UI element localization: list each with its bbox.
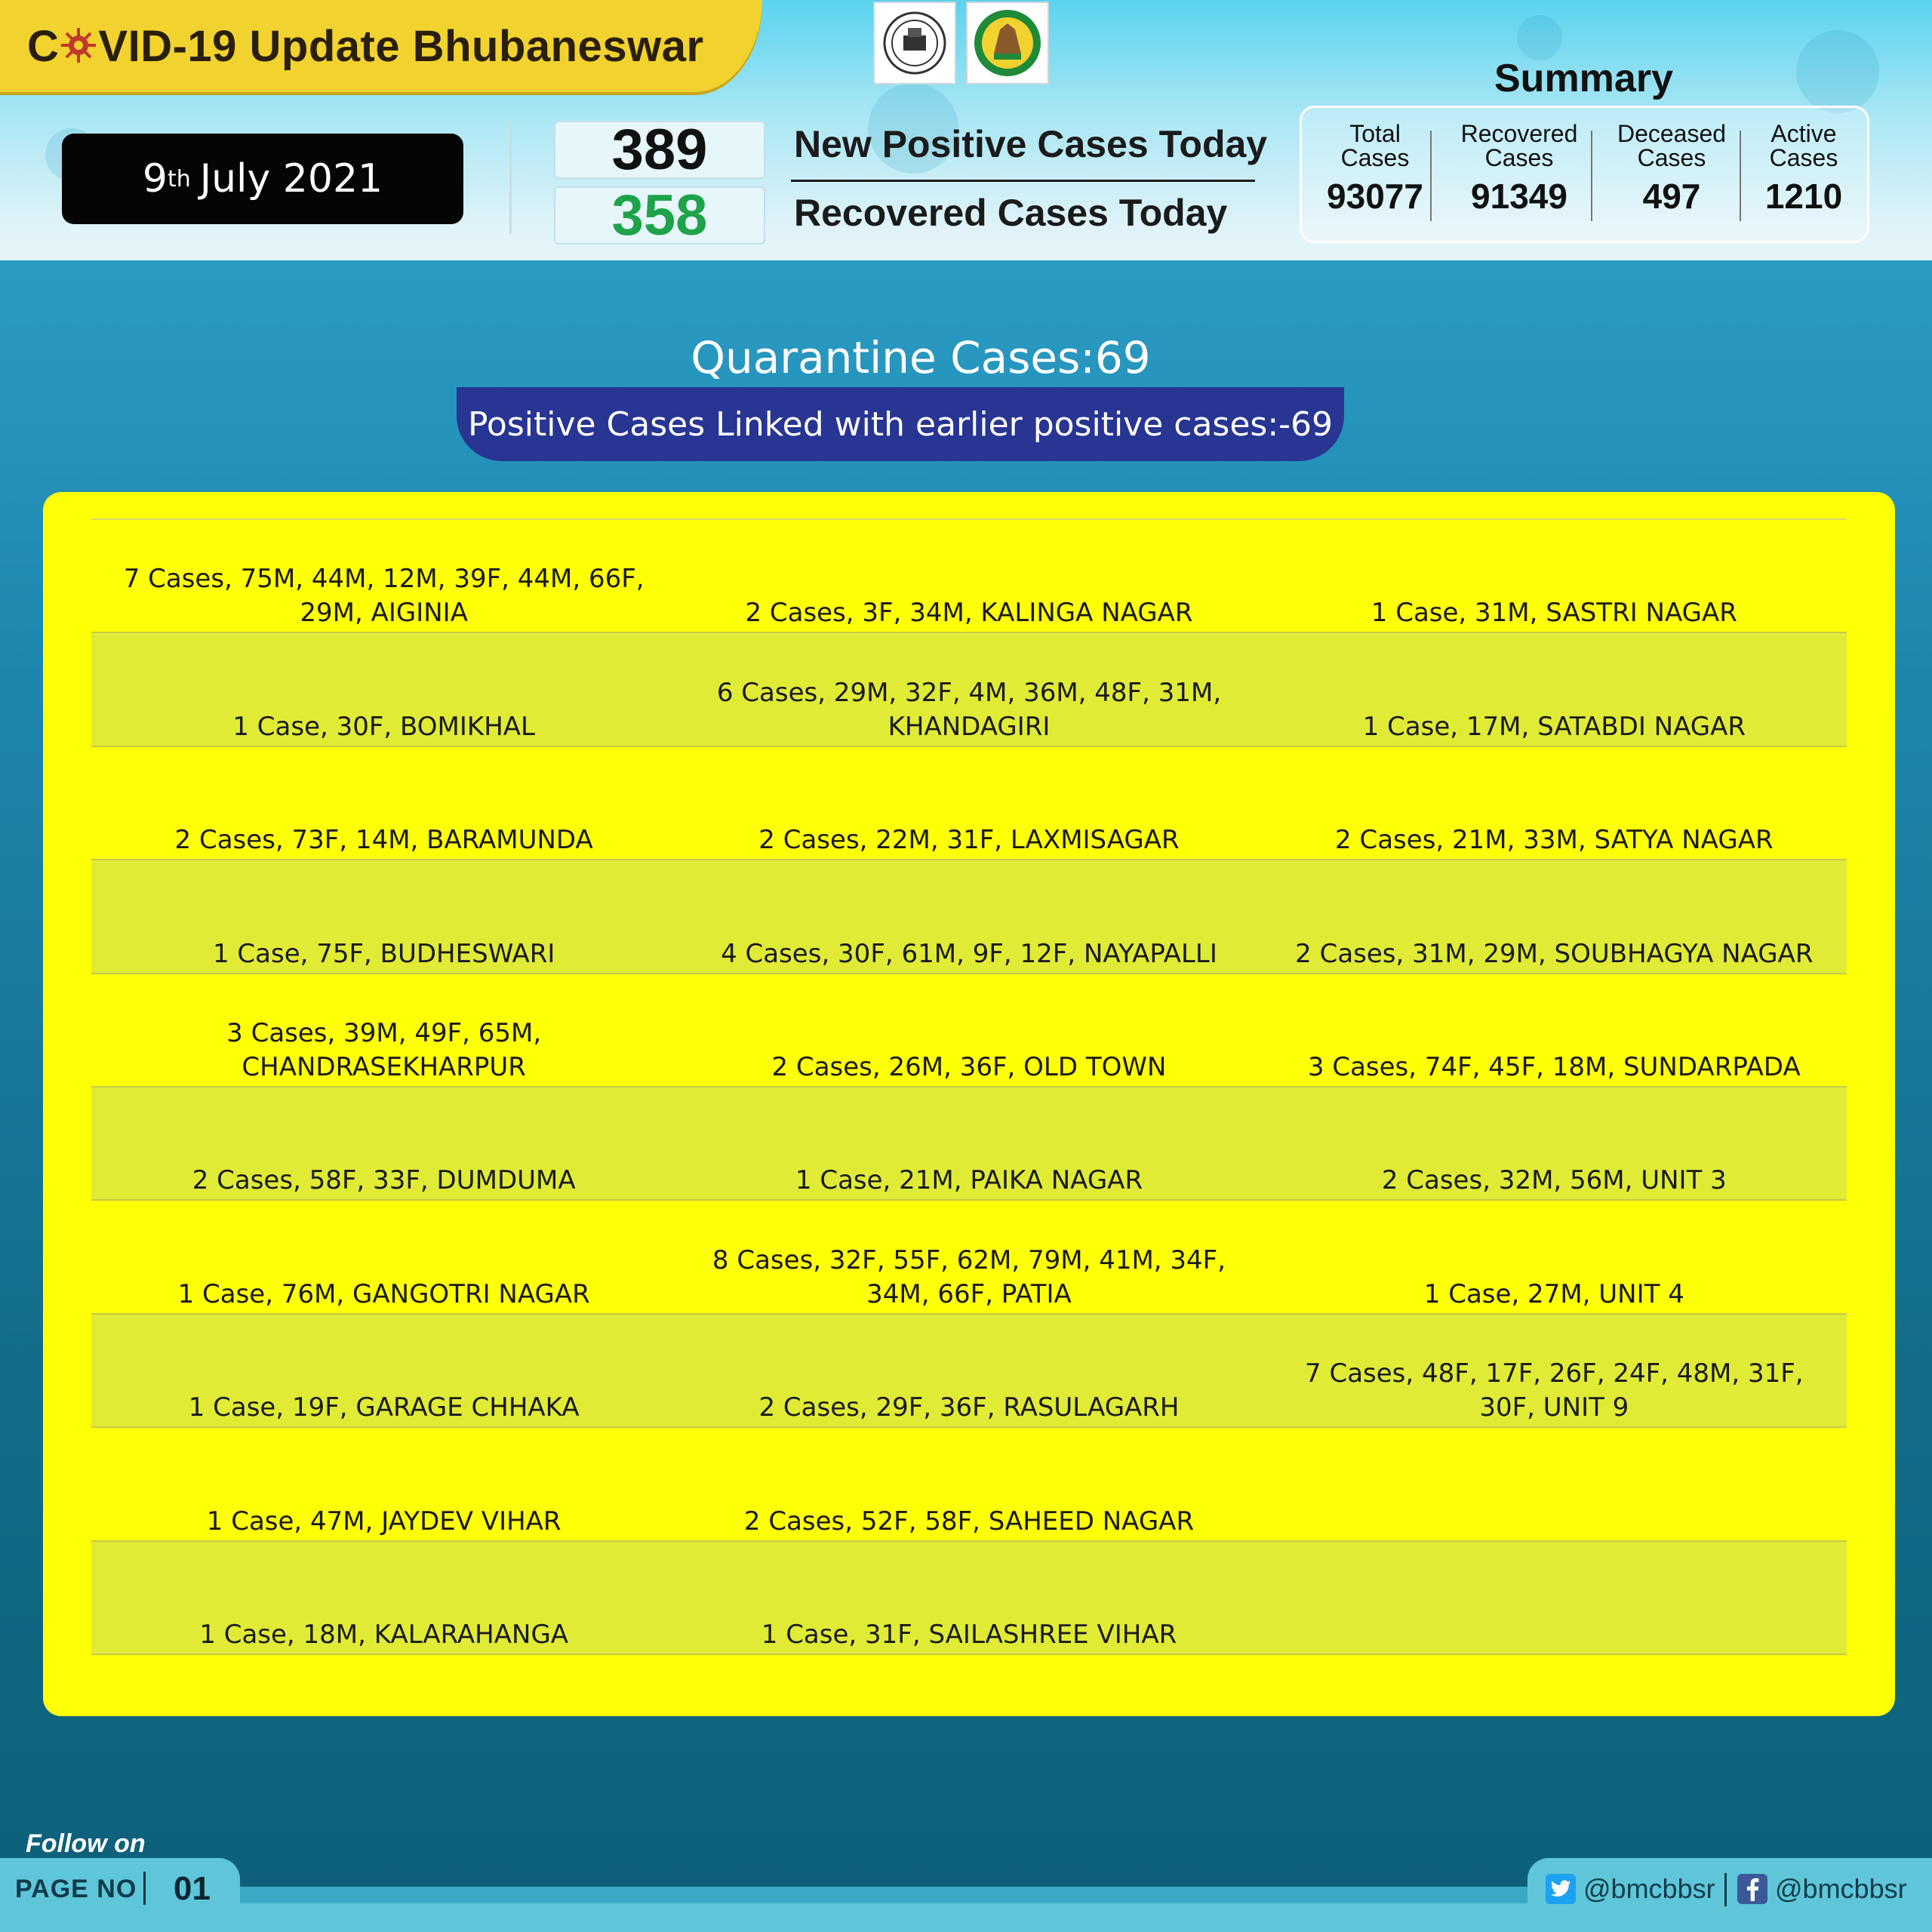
table-cell <box>676 1201 1261 1312</box>
summary-recovered: Recovered Cases 91349 <box>1444 122 1595 217</box>
case-entry: 2 Cases, 73F, 14M, BARAMUNDA <box>174 825 593 856</box>
twitter-icon <box>1546 1874 1576 1904</box>
case-entry: 2 Cases, 32M, 56M, UNIT 3 <box>1381 1165 1727 1196</box>
table-row <box>91 1088 1847 1201</box>
summary-recovered-value: 91349 <box>1471 177 1567 216</box>
divider <box>509 121 512 234</box>
table-row <box>91 860 1847 974</box>
table-cell <box>1262 520 1847 632</box>
page-title <box>27 21 704 72</box>
bmc-logo <box>966 2 1049 85</box>
virus-decoration-icon <box>1517 15 1562 60</box>
table-row <box>91 1428 1847 1541</box>
summary-total: Total Cases 93077 <box>1318 122 1432 217</box>
date-suffix: th <box>167 165 191 192</box>
page-number: 01 <box>174 1870 211 1907</box>
case-entry: 1 Case, 17M, SATABDI NAGAR <box>1362 711 1746 742</box>
table-row <box>91 974 1847 1088</box>
table-row <box>91 747 1847 860</box>
table-cell <box>91 1088 676 1199</box>
case-entry: 3 Cases, 74F, 45F, 18M, SUNDARPADA <box>1307 1051 1801 1082</box>
table-row <box>91 633 1847 746</box>
date-month-year: July 2021 <box>199 156 383 202</box>
case-entry: 1 Case, 31F, SAILASHREE VIHAR <box>761 1619 1177 1650</box>
case-entry: 2 Cases, 52F, 58F, SAHEED NAGAR <box>743 1506 1195 1537</box>
page-label: PAGE NO <box>15 1875 137 1903</box>
case-entry: 1 Case, 76M, GANGOTRI NAGAR <box>177 1278 590 1309</box>
table-row <box>91 1201 1847 1314</box>
case-entry: 2 Cases, 58F, 33F, DUMDUMA <box>192 1165 576 1196</box>
title-prefix: C <box>27 22 60 71</box>
recovered-count: 358 <box>554 186 765 245</box>
facebook-handle: @bmcbbsr <box>1775 1873 1907 1904</box>
case-entry: 2 Cases, 26M, 36F, OLD TOWN <box>771 1051 1167 1082</box>
date-badge <box>62 134 463 224</box>
case-entry: 1 Case, 75F, BUDHESWARI <box>212 938 555 969</box>
title-suffix: VID-19 Update Bhubaneswar <box>98 22 704 71</box>
table-cell <box>676 520 1261 632</box>
table-cell <box>91 1428 676 1540</box>
summary-panel <box>1300 106 1869 243</box>
table-cell <box>676 1542 1261 1654</box>
table-row <box>91 520 1847 633</box>
linked-cases-banner: Positive Cases Linked with earlier positive cases:-69 <box>457 387 1344 461</box>
facebook-icon <box>1737 1874 1767 1904</box>
table-cell <box>1262 1542 1847 1654</box>
table-cell <box>1262 747 1847 859</box>
date-day: 9 <box>142 156 168 202</box>
divider <box>1724 1873 1727 1906</box>
recovered-label: Recovered Cases Today <box>794 192 1228 234</box>
table-cell <box>676 974 1261 1086</box>
table-cell <box>1262 1428 1847 1540</box>
table-cell <box>91 747 676 859</box>
case-entry: 2 Cases, 22M, 31F, LAXMISAGAR <box>758 825 1180 856</box>
table-cell <box>91 1201 676 1312</box>
table-cell <box>91 1315 676 1426</box>
table-row <box>91 1542 1847 1655</box>
cases-table <box>43 492 1895 1716</box>
table-cell <box>1262 1201 1847 1312</box>
table-cell <box>676 1428 1261 1540</box>
table-cell <box>91 974 676 1086</box>
summary-deceased: Deceased Cases 497 <box>1600 122 1743 217</box>
new-positive-label: New Positive Cases Today <box>794 123 1268 165</box>
virus-icon <box>60 26 97 64</box>
summary-total-value: 93077 <box>1327 177 1423 216</box>
divider <box>1740 131 1741 221</box>
case-entry: 1 Case, 47M, JAYDEV VIHAR <box>206 1506 561 1537</box>
case-entry: 1 Case, 19F, GARAGE CHHAKA <box>188 1392 580 1423</box>
table-cell <box>1262 974 1847 1086</box>
case-entry: 1 Case, 18M, KALARAHANGA <box>199 1619 569 1650</box>
table-cell <box>91 1542 676 1654</box>
divider <box>1430 131 1432 221</box>
table-row <box>91 1315 1847 1428</box>
table-cell <box>1262 633 1847 745</box>
follow-label: Follow on <box>26 1829 146 1858</box>
case-entry: 7 Cases, 75M, 44M, 12M, 39F, 44M, 66F, 29M, AIGINIA <box>123 564 645 629</box>
table-cell <box>1262 1088 1847 1199</box>
table-cell <box>1262 1315 1847 1426</box>
quarantine-title: Quarantine Cases:69 <box>691 332 1151 383</box>
table-cell <box>676 1088 1261 1199</box>
odisha-emblem-logo <box>873 2 956 85</box>
table-cell <box>91 520 676 632</box>
table-cell <box>1262 860 1847 972</box>
twitter-handle: @bmcbbsr <box>1583 1873 1715 1904</box>
table-cell <box>676 1315 1261 1426</box>
table-cell <box>91 633 676 745</box>
divider <box>1591 131 1592 221</box>
table-body <box>91 520 1847 1655</box>
new-positive-count: 389 <box>554 121 765 179</box>
summary-active: Active Cases 1210 <box>1751 122 1857 217</box>
case-entry: 1 Case, 27M, UNIT 4 <box>1423 1278 1684 1309</box>
case-entry: 1 Case, 31M, SASTRI NAGAR <box>1371 598 1737 629</box>
summary-title: Summary <box>1494 57 1673 100</box>
virus-decoration-icon <box>1796 30 1879 113</box>
table-cell <box>676 747 1261 859</box>
case-entry: 3 Cases, 39M, 49F, 65M, CHANDRASEKHARPUR <box>226 1017 542 1082</box>
case-entry: 2 Cases, 3F, 34M, KALINGA NAGAR <box>745 598 1193 629</box>
case-entry: 2 Cases, 31M, 29M, SOUBHAGYA NAGAR <box>1295 938 1814 969</box>
case-entry: 4 Cases, 30F, 61M, 9F, 12F, NAYAPALLI <box>721 938 1217 969</box>
facebook-link[interactable] <box>1737 1873 1907 1905</box>
divider <box>143 1872 146 1905</box>
twitter-link[interactable] <box>1546 1873 1715 1905</box>
case-entry: 2 Cases, 29F, 36F, RASULAGARH <box>758 1392 1180 1423</box>
table-cell <box>676 860 1261 972</box>
table-cell <box>91 860 676 972</box>
summary-deceased-value: 497 <box>1642 177 1701 216</box>
case-entry: 7 Cases, 48F, 17F, 26F, 24F, 48M, 31F, 30F, UNIT 9 <box>1305 1358 1804 1423</box>
case-entry: 1 Case, 21M, PAIKA NAGAR <box>795 1165 1143 1196</box>
case-entry: 6 Cases, 29M, 32F, 4M, 36M, 48F, 31M, KHANDAGIRI <box>716 677 1222 742</box>
case-entry: 8 Cases, 32F, 55F, 62M, 79M, 41M, 34F, 34M, 66F, PATIA <box>712 1244 1226 1309</box>
case-entry: 1 Case, 30F, BOMIKHAL <box>232 711 535 742</box>
table-cell <box>676 633 1261 745</box>
divider <box>791 180 1255 182</box>
summary-active-value: 1210 <box>1764 177 1843 216</box>
case-entry: 2 Cases, 21M, 33M, SATYA NAGAR <box>1335 825 1774 856</box>
